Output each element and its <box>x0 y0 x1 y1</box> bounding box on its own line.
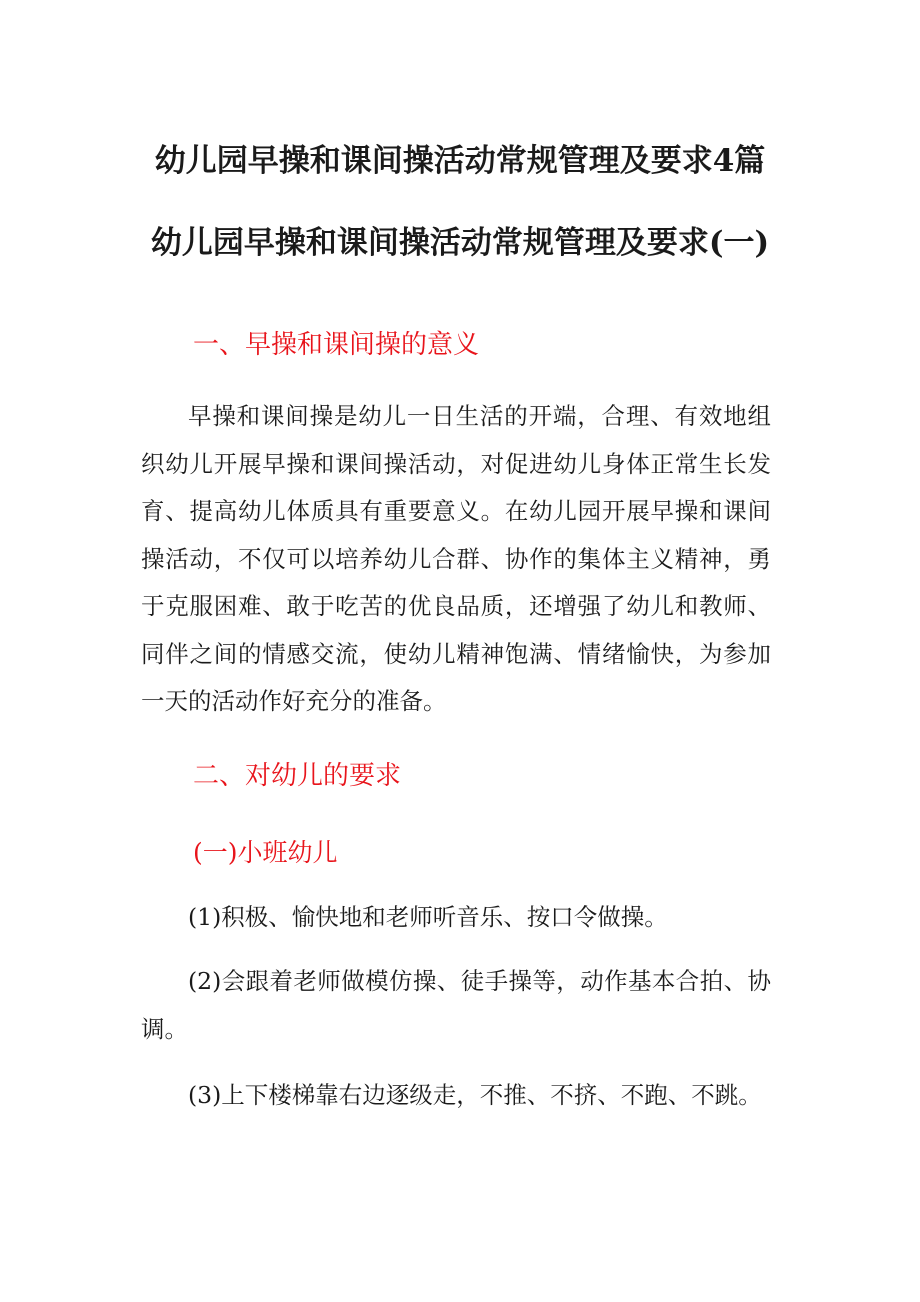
article-title: 幼儿园早操和课间操活动常规管理及要求(一) <box>150 225 770 261</box>
list-item: (3)上下楼梯靠右边逐级走，不推、不挤、不跑、不跳。 <box>188 1081 762 1109</box>
list-item: (2)会跟着老师做模仿操、徒手操等，动作基本合拍、协调。 <box>141 967 771 1043</box>
list-item: (1)积极、愉快地和老师听音乐、按口令做操。 <box>188 903 668 931</box>
body-paragraph: 早操和课间操是幼儿一日生活的开端，合理、有效地组织幼儿开展早操和课间操活动，对促进幼儿身体正常生长发育、提高幼儿体质具有重要意义。在幼儿园开展早操和课间操活动，不仅可以培养幼儿合群、协作的集体主义精神，勇于克服困难、敢于吃苦的优良品质，还增强了幼儿和教师、同伴之间的情感交流，使幼儿精神饱满、情绪愉快，为参加一天的活动作好充分的准备。 <box>141 402 771 715</box>
section-heading-significance: 一、早操和课间操的意义 <box>193 330 480 360</box>
document-title: 幼儿园早操和课间操活动常规管理及要求4篇 <box>154 143 766 179</box>
section-heading-requirements: 二、对幼儿的要求 <box>193 761 402 791</box>
subsection-heading-small-class: (一)小班幼儿 <box>193 838 338 867</box>
